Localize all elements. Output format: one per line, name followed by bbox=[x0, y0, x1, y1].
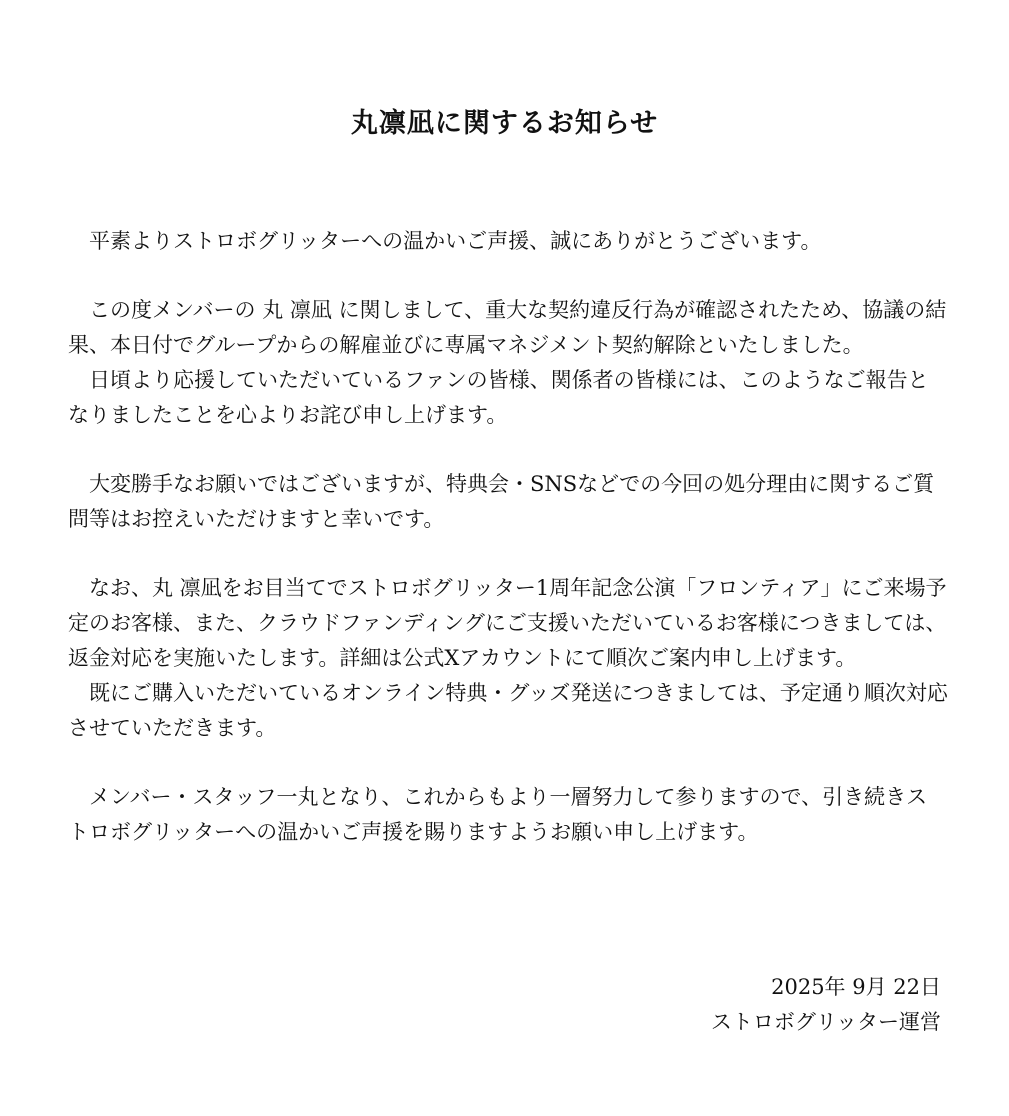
page-title: 丸凛凪に関するお知らせ bbox=[350, 108, 659, 139]
request-paragraph: 大変勝手なお願いではございますが、特典会・SNSなどでの今回の処分理由に関するご質問等はお控えいただけますと幸いです。 bbox=[68, 472, 935, 531]
shipping-paragraph: 既にご購入いただいているオンライン特典・グッズ発送につきましては、予定通り順次対応させていただきます。 bbox=[68, 681, 948, 740]
apology-paragraph: 日頃より応援していただいているファンの皆様、関係者の皆様には、このようなご報告となりましたことを心よりお詫び申し上げます。 bbox=[68, 368, 929, 427]
announcement-date: 2025年 9月 22日 bbox=[771, 975, 941, 999]
dismissal-paragraph: この度メンバーの 丸 凛凪 に関しまして、重大な契約違反行為が確認されたため、協議の結果、本日付でグループからの解雇並びに専属マネジメント契約解除といたしました。 bbox=[68, 298, 947, 357]
closing-paragraph: メンバー・スタッフ一丸となり、これからもより一層努力して参りますので、引き続きストロボグリッターへの温かいご声援を賜りますようお願い申し上げます。 bbox=[68, 785, 928, 844]
greeting-paragraph: 平素よりストロボグリッターへの温かいご声援、誠にありがとうございます。 bbox=[89, 229, 822, 253]
signoff-block bbox=[711, 970, 941, 1040]
announcement-body bbox=[68, 224, 948, 884]
refund-paragraph: なお、丸 凛凪をお目当てでストロボグリッター1周年記念公演「フロンティア」にご来場予定のお客様、また、クラウドファンディングにご支援いただいているお客様につきましては、返金対応を実施いたします。詳細は公式Xアカウントにて順次ご案内申し上げます。 bbox=[68, 576, 947, 670]
signature: ストロボグリッター運営 bbox=[710, 1010, 941, 1034]
